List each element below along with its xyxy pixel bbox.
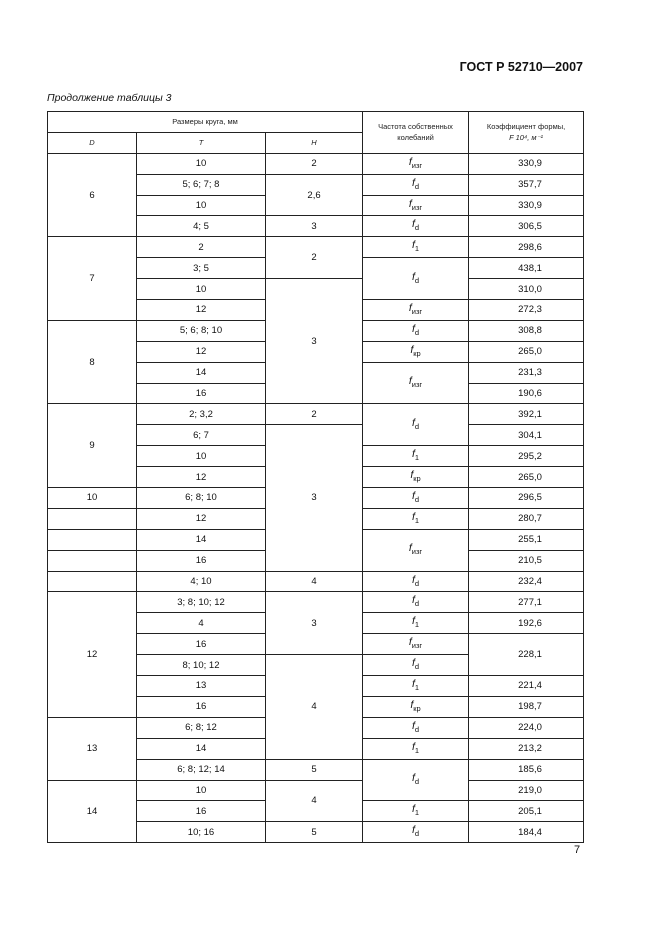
cell-coef: 298,6 [469, 237, 584, 258]
cell-freq: $f_{изг}$ [363, 195, 469, 216]
cell-D: 10 [48, 488, 137, 509]
cell-T: 12 [137, 341, 266, 362]
cell-coef: 221,4 [469, 676, 584, 697]
cell-T: 10 [137, 446, 266, 467]
cell-T: 8; 10; 12 [137, 655, 266, 676]
cell-coef: 184,4 [469, 822, 584, 843]
cell-freq: $f_{изг}$ [363, 300, 469, 321]
cell-T: 12 [137, 300, 266, 321]
cell-coef: 228,1 [469, 634, 584, 676]
cell-H: 3 [266, 279, 363, 404]
cell-coef: 330,9 [469, 195, 584, 216]
cell-coef: 192,6 [469, 613, 584, 634]
header-H: H [266, 132, 363, 153]
cell-coef: 190,6 [469, 383, 584, 404]
cell-coef: 277,1 [469, 592, 584, 613]
cell-H: 2 [266, 153, 363, 174]
cell-T: 14 [137, 362, 266, 383]
cell-coef: 198,7 [469, 696, 584, 717]
cell-coef: 438,1 [469, 258, 584, 279]
cell-coef: 205,1 [469, 801, 584, 822]
cell-coef: 265,0 [469, 467, 584, 488]
cell-H: 4 [266, 780, 363, 822]
cell-freq: $f_1$ [363, 508, 469, 529]
cell-coef: 255,1 [469, 529, 584, 550]
cell-freq: $f_{изг}$ [363, 153, 469, 174]
cell-T: 6; 7 [137, 425, 266, 446]
cell-coef: 308,8 [469, 320, 584, 341]
header-D: D [48, 132, 137, 153]
cell-D: 6 [48, 153, 137, 237]
cell-H: 5 [266, 822, 363, 843]
cell-coef: 213,2 [469, 738, 584, 759]
cell-D: 13 [48, 717, 137, 780]
header-T: T [137, 132, 266, 153]
cell-freq: $f_d$ [363, 404, 469, 446]
cell-coef: 392,1 [469, 404, 584, 425]
cell-coef: 296,5 [469, 488, 584, 509]
cell-freq: $f_d$ [363, 717, 469, 738]
cell-T: 16 [137, 696, 266, 717]
cell-T: 6; 8; 12; 14 [137, 759, 266, 780]
header-dimensions: Размеры круга, мм [48, 112, 363, 133]
cell-freq: $f_d$ [363, 655, 469, 676]
cell-freq: $f_{кр}$ [363, 467, 469, 488]
cell-H: 2,6 [266, 174, 363, 216]
cell-coef: 272,3 [469, 300, 584, 321]
cell-T: 10; 16 [137, 822, 266, 843]
cell-T: 10 [137, 780, 266, 801]
cell-coef: 357,7 [469, 174, 584, 195]
cell-freq: $f_1$ [363, 237, 469, 258]
cell-T: 16 [137, 634, 266, 655]
cell-freq: $f_d$ [363, 174, 469, 195]
cell-freq: $f_d$ [363, 592, 469, 613]
cell-D-empty [48, 571, 137, 592]
cell-D-empty [48, 529, 137, 550]
header-coefficient [469, 112, 584, 154]
cell-freq: $f_d$ [363, 320, 469, 341]
cell-H: 2 [266, 404, 363, 425]
cell-coef: 306,5 [469, 216, 584, 237]
cell-H: 3 [266, 216, 363, 237]
cell-T: 4 [137, 613, 266, 634]
cell-coef: 295,2 [469, 446, 584, 467]
cell-freq: $f_1$ [363, 613, 469, 634]
cell-T: 3; 5 [137, 258, 266, 279]
cell-T: 12 [137, 467, 266, 488]
cell-freq: $f_{изг}$ [363, 529, 469, 571]
cell-D-empty [48, 508, 137, 529]
cell-T: 10 [137, 153, 266, 174]
table-caption: Продолжение таблицы 3 [47, 92, 172, 104]
cell-D: 9 [48, 404, 137, 488]
header-frequency: Частота собственных колебаний [363, 112, 469, 154]
header-coefficient-line1: Коэффициент формы, [486, 122, 566, 132]
document-code: ГОСТ Р 52710—2007 [459, 60, 583, 74]
cell-H: 3 [266, 592, 363, 655]
cell-H: 5 [266, 759, 363, 780]
cell-freq: $f_{изг}$ [363, 362, 469, 404]
cell-coef: 232,4 [469, 571, 584, 592]
cell-coef: 310,0 [469, 279, 584, 300]
cell-coef: 219,0 [469, 780, 584, 801]
header-coefficient-line2: F 10⁴, м⁻¹ [509, 133, 543, 143]
cell-T: 10 [137, 279, 266, 300]
cell-T: 4; 10 [137, 571, 266, 592]
cell-coef: 231,3 [469, 362, 584, 383]
cell-freq: $f_d$ [363, 822, 469, 843]
cell-freq: $f_d$ [363, 488, 469, 509]
cell-D-empty [48, 550, 137, 571]
cell-freq: $f_1$ [363, 446, 469, 467]
cell-T: 14 [137, 529, 266, 550]
cell-T: 4; 5 [137, 216, 266, 237]
cell-T: 16 [137, 550, 266, 571]
cell-T: 3; 8; 10; 12 [137, 592, 266, 613]
cell-freq: $f_d$ [363, 258, 469, 300]
cell-D: 14 [48, 780, 137, 843]
cell-T: 5; 6; 7; 8 [137, 174, 266, 195]
cell-T: 16 [137, 801, 266, 822]
cell-T: 16 [137, 383, 266, 404]
cell-H: 4 [266, 571, 363, 592]
cell-T: 6; 8; 10 [137, 488, 266, 509]
cell-freq: $f_{кр}$ [363, 696, 469, 717]
cell-coef: 330,9 [469, 153, 584, 174]
cell-T: 14 [137, 738, 266, 759]
cell-freq: $f_d$ [363, 216, 469, 237]
cell-T: 12 [137, 508, 266, 529]
cell-freq: $f_{кр}$ [363, 341, 469, 362]
page-number: 7 [574, 844, 581, 856]
cell-freq: $f_d$ [363, 759, 469, 801]
cell-coef: 280,7 [469, 508, 584, 529]
cell-coef: 265,0 [469, 341, 584, 362]
cell-coef: 185,6 [469, 759, 584, 780]
cell-T: 6; 8; 12 [137, 717, 266, 738]
cell-T: 10 [137, 195, 266, 216]
cell-T: 2 [137, 237, 266, 258]
cell-coef: 304,1 [469, 425, 584, 446]
cell-T: 13 [137, 676, 266, 697]
cell-freq: $f_1$ [363, 738, 469, 759]
cell-H: 3 [266, 425, 363, 571]
cell-freq: $f_d$ [363, 571, 469, 592]
cell-T: 5; 6; 8; 10 [137, 320, 266, 341]
cell-T: 2; 3,2 [137, 404, 266, 425]
cell-freq: $f_{изг}$ [363, 634, 469, 655]
cell-D: 7 [48, 237, 137, 321]
data-table [47, 111, 584, 843]
cell-coef: 210,5 [469, 550, 584, 571]
cell-freq: $f_1$ [363, 801, 469, 822]
cell-H: 2 [266, 237, 363, 279]
cell-coef: 224,0 [469, 717, 584, 738]
cell-D: 12 [48, 592, 137, 717]
cell-D: 8 [48, 320, 137, 404]
cell-freq: $f_1$ [363, 676, 469, 697]
cell-H: 4 [266, 655, 363, 759]
